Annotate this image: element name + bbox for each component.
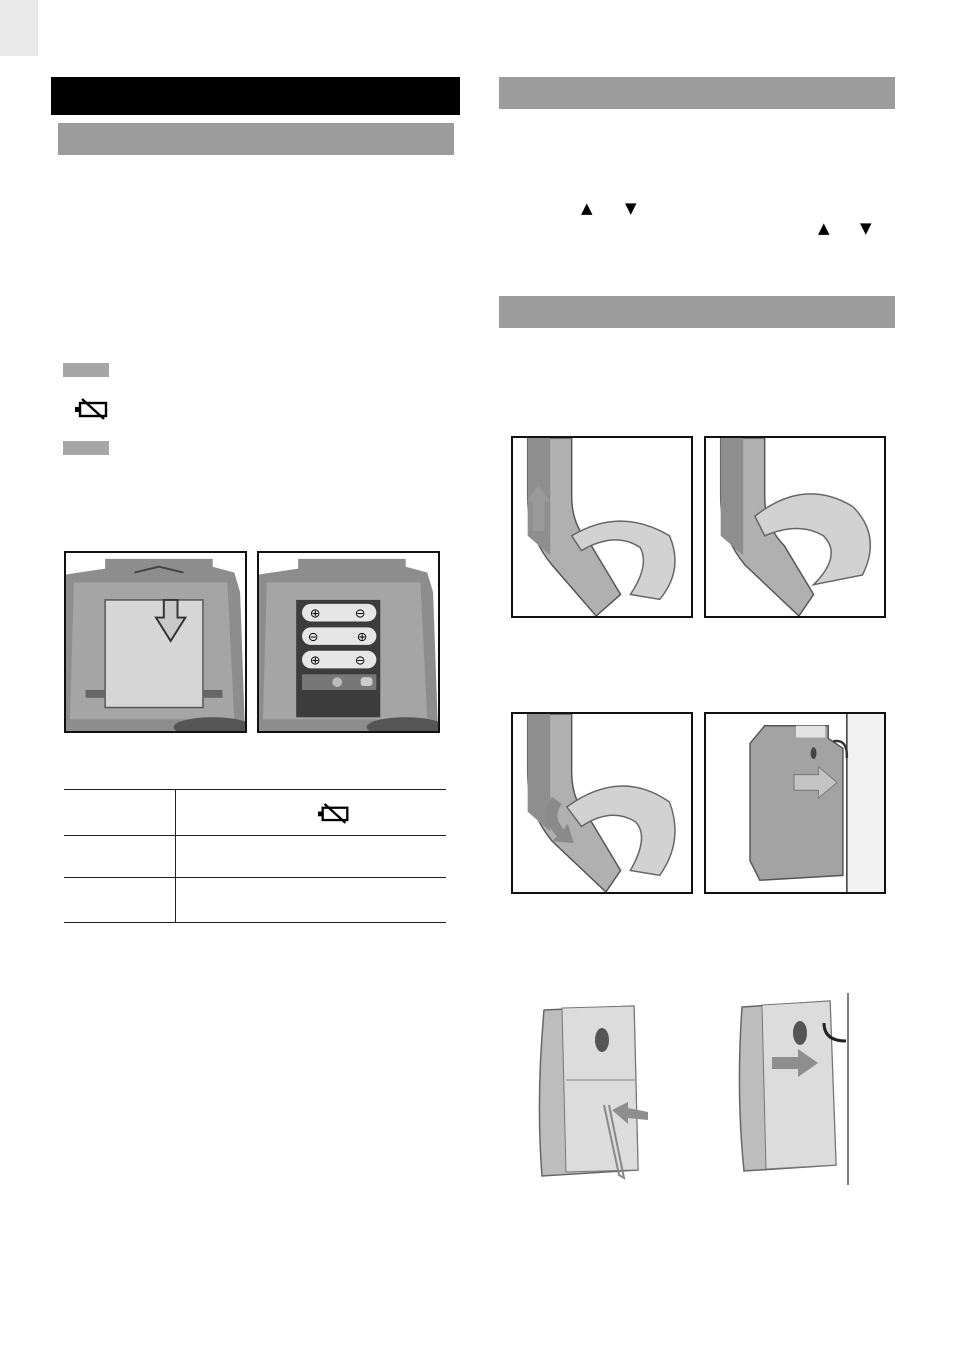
up-triangle-icon: ▲ [581, 199, 593, 217]
down-triangle-icon: ▼ [625, 199, 637, 217]
table-stand-figure [524, 1000, 658, 1190]
table-row-rule [64, 835, 446, 836]
stand-remove-figure [511, 712, 693, 894]
battery-compartment-figure [257, 551, 440, 733]
section-header-bar-2 [499, 296, 895, 328]
battery-cover-figure [64, 551, 247, 733]
svg-text:⊕: ⊕ [309, 605, 321, 621]
page-corner-tab [0, 0, 38, 56]
stand-attach-figure-2 [704, 436, 886, 618]
table-row-rule [64, 877, 446, 878]
svg-text:⊕: ⊕ [356, 629, 368, 645]
table-top-rule [64, 789, 446, 790]
note-label-2 [63, 441, 109, 455]
section-header-bar-batteries [58, 123, 454, 155]
up-triangle-icon: ▲ [818, 219, 830, 237]
stand-attach-figure-1 [511, 436, 693, 618]
low-battery-icon [74, 398, 112, 420]
svg-text:⊖: ⊖ [354, 652, 366, 668]
table-bottom-rule [64, 922, 446, 923]
low-battery-icon [317, 803, 353, 825]
svg-text:⊖: ⊖ [354, 605, 366, 621]
wall-mount-figure [704, 712, 886, 894]
wall-hang-figure [732, 993, 850, 1185]
section-header-bar-1 [499, 77, 895, 109]
svg-text:⊕: ⊕ [309, 652, 321, 668]
down-triangle-icon: ▼ [860, 219, 872, 237]
svg-text:⊖: ⊖ [307, 629, 319, 645]
chapter-title-bar [51, 77, 460, 115]
table-column-divider [175, 789, 176, 922]
note-label-1 [63, 363, 109, 377]
